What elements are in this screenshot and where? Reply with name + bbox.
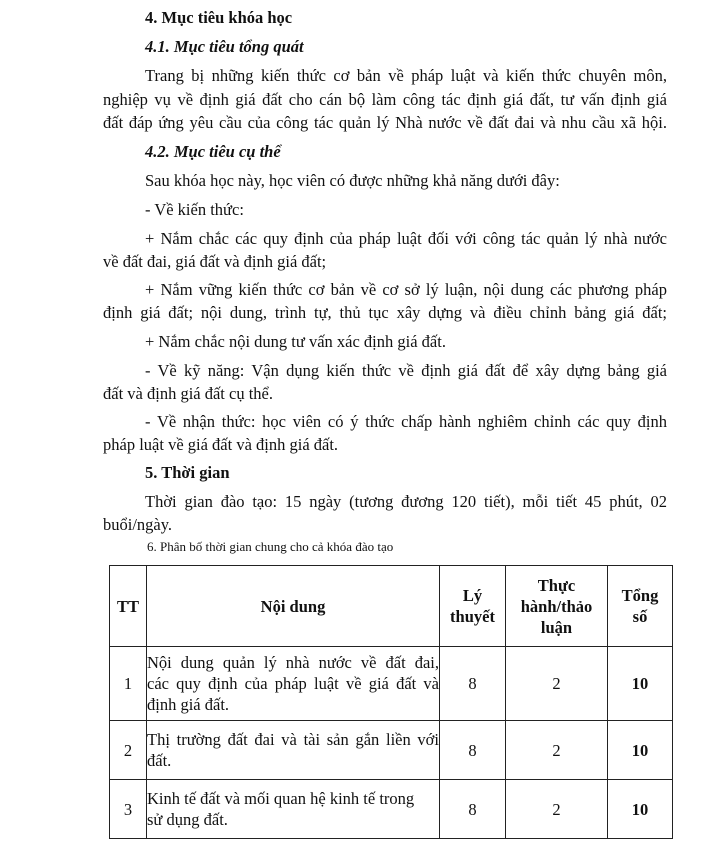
cell-content-line: định giá đất. [147,695,230,714]
general-objective-line: nghiệp vụ về định giá đất cho cán bộ làm công tác định giá đất, tư vấn định giá [103,90,667,109]
skills-line: đất và định giá đất cụ thể. [103,384,273,403]
cell-total: 10 [608,780,673,839]
general-objective-line: Trang bị những kiến thức cơ bản về pháp luật và kiến thức chuyên môn, [145,66,667,85]
knowledge-heading: - Về kiến thức: [145,200,244,219]
cell-total: 10 [608,721,673,780]
duration-line: buổi/ngày. [103,515,173,534]
header-theory-line: thuyết [450,607,495,626]
knowledge-item-line: về đất đai, giá đất và định giá đất; [103,252,327,271]
header-theory [440,566,506,647]
cell-theory: 8 [440,780,506,839]
cell-content [147,647,440,721]
specific-objective-intro: Sau khóa học này, học viên có được những khả năng dưới đây: [145,171,560,190]
header-theory-line: Lý [462,586,483,605]
section-4-2-heading: 4.2. Mục tiêu cụ thể [145,142,281,161]
cell-tt: 2 [110,721,147,780]
cell-content-line: Thị trường đất đai và tài sản gắn liền với [147,730,439,749]
cell-content-line: đất. [147,751,172,770]
table-row [110,721,673,780]
cell-content [147,721,440,780]
cell-total: 10 [608,647,673,721]
skills-line: - Về kỹ năng: Vận dụng kiến thức về định giá đất để xây dựng bảng giá [145,361,667,380]
cell-tt: 3 [110,780,147,839]
section-4-1-heading: 4.1. Mục tiêu tổng quát [145,37,304,56]
time-allocation-table [109,565,673,839]
knowledge-item-line: + Nắm vững kiến thức cơ bản về cơ sở lý luận, nội dung các phương pháp [145,280,667,299]
knowledge-item-line: + Nắm chắc các quy định của pháp luật đối với công tác quản lý nhà nước [145,229,667,248]
cell-practice: 2 [506,721,608,780]
cell-practice: 2 [506,780,608,839]
cell-content-line: các quy định của pháp luật về giá đất và [147,674,439,693]
cell-practice: 2 [506,647,608,721]
section-4-heading: 4. Mục tiêu khóa học [145,8,293,27]
attitude-line: - Về nhận thức: học viên có ý thức chấp hành nghiêm chỉnh các quy định [145,412,667,431]
cell-theory: 8 [440,647,506,721]
header-total [608,566,673,647]
knowledge-item-line: + Nắm chắc nội dung tư vấn xác định giá đất. [145,332,446,351]
header-tt: TT [110,566,147,647]
header-content: Nội dung [147,566,440,647]
header-practice-line: Thực [537,575,576,595]
cell-content-line: Nội dung quản lý nhà nước về đất đai, [147,653,439,672]
header-total-line: Tổng [621,586,659,605]
attitude-line: pháp luật về giá đất và định giá đất. [103,435,339,454]
section-5-heading: 5. Thời gian [145,463,230,482]
header-practice [506,566,608,647]
header-total-line: số [632,607,648,626]
knowledge-item-line: định giá đất; nội dung, trình tự, thủ tục xây dựng và điều chỉnh bảng giá đất; [103,303,667,322]
cell-content [147,780,440,839]
table-header-row [110,566,673,647]
table-row [110,647,673,721]
header-practice-line: hành/thảo [520,596,593,616]
table-caption: 6. Phân bố thời gian chung cho cả khóa đào tạo [147,539,394,554]
cell-theory: 8 [440,721,506,780]
table-row [110,780,673,839]
cell-tt: 1 [110,647,147,721]
cell-content-line: sử dụng đất. [147,810,228,829]
header-practice-line: luận [540,617,573,637]
cell-content-line: Kinh tế đất và mối quan hệ kinh tế trong [147,789,415,808]
general-objective-line: đất đáp ứng yêu cầu của công tác quản lý Nhà nước về đất đai và nhu cầu xã hội. [103,113,667,132]
duration-line: Thời gian đào tạo: 15 ngày (tương đương 120 tiết), mỗi tiết 45 phút, 02 [145,492,667,511]
